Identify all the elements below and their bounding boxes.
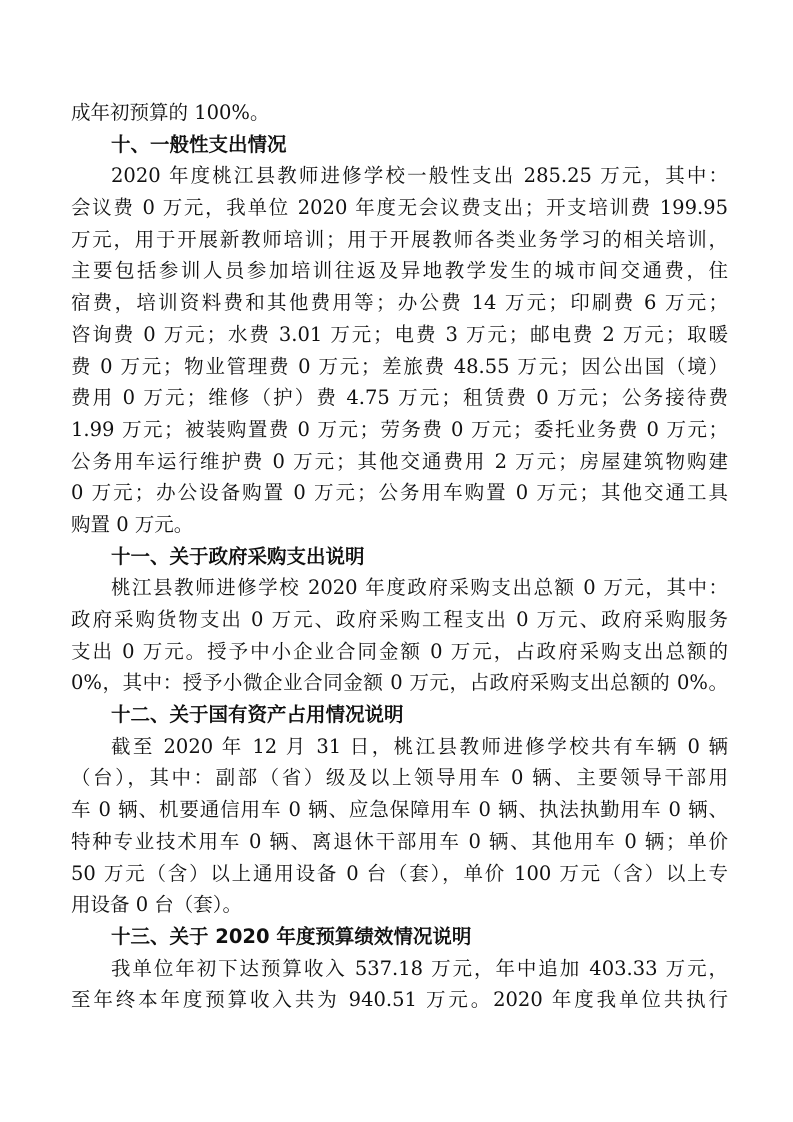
paragraph-line: 0 万元；办公设备购置 0 万元；公务用车购置 0 万元；其他交通工具 [71, 481, 728, 505]
paragraph-line: 至年终本年度预算收入共为 940.51 万元。2020 年度我单位共执行 [71, 988, 728, 1012]
section-heading: 十三、关于 2020 年度预算绩效情况说明 [111, 924, 472, 948]
paragraph-line: 费 0 万元；物业管理费 0 万元；差旅费 48.55 万元；因公出国（境） [71, 354, 728, 378]
paragraph-line: 咨询费 0 万元；水费 3.01 万元；电费 3 万元；邮电费 2 万元；取暖 [71, 322, 728, 346]
paragraph-line: 特种专业技术用车 0 辆、离退休干部用车 0 辆、其他用车 0 辆；单价 [71, 829, 728, 853]
paragraph-line: 费用 0 万元；维修（护）费 4.75 万元；租赁费 0 万元；公务接待费 [71, 386, 728, 410]
paragraph-line: 我单位年初下达预算收入 537.18 万元，年中追加 403.33 万元， [111, 956, 728, 980]
paragraph-line: 购置 0 万元。 [71, 512, 194, 536]
paragraph-line: 主要包括参训人员参加培训往返及异地教学发生的城市间交通费，住 [71, 259, 728, 283]
section-heading: 十二、关于国有资产占用情况说明 [111, 703, 404, 727]
paragraph-line: 公务用车运行维护费 0 万元；其他交通费用 2 万元；房屋建筑物购建 [71, 449, 728, 473]
paragraph-line: 截至 2020 年 12 月 31 日，桃江县教师进修学校共有车辆 0 辆 [111, 734, 728, 758]
paragraph-line: 车 0 辆、机要通信用车 0 辆、应急保障用车 0 辆、执法执勤用车 0 辆、 [71, 798, 728, 822]
paragraph-line: 0%，其中：授予小微企业合同金额 0 万元，占政府采购支出总额的 0%。 [71, 671, 728, 695]
paragraph-line: 50 万元（含）以上通用设备 0 台（套），单价 100 万元（含）以上专 [71, 861, 728, 885]
paragraph-line: 宿费，培训资料费和其他费用等；办公费 14 万元；印刷费 6 万元； [71, 291, 728, 315]
section-heading: 十一、关于政府采购支出说明 [111, 544, 365, 568]
paragraph-line: 用设备 0 台（套）。 [71, 893, 243, 917]
paragraph-line: 会议费 0 万元，我单位 2020 年度无会议费支出；开支培训费 199.95 [71, 196, 728, 220]
paragraph-line: 成年初预算的 100%。 [71, 101, 270, 124]
paragraph-line: 桃江县教师进修学校 2020 年度政府采购支出总额 0 万元，其中： [111, 576, 728, 600]
paragraph-line: 万元，用于开展新教师培训；用于开展教师各类业务学习的相关培训， [71, 227, 728, 251]
paragraph-line: （台），其中：副部（省）级及以上领导用车 0 辆、主要领导干部用 [71, 766, 728, 790]
paragraph-line: 政府采购货物支出 0 万元、政府采购工程支出 0 万元、政府采购服务 [71, 608, 728, 631]
section-heading: 十、一般性支出情况 [111, 132, 287, 156]
paragraph-line: 1.99 万元；被装购置费 0 万元；劳务费 0 万元；委托业务费 0 万元； [71, 417, 728, 441]
paragraph-line: 支出 0 万元。授予中小企业合同金额 0 万元，占政府采购支出总额的 [71, 639, 728, 663]
document-body [71, 97, 728, 1016]
paragraph-line: 2020 年度桃江县教师进修学校一般性支出 285.25 万元，其中： [111, 164, 728, 188]
